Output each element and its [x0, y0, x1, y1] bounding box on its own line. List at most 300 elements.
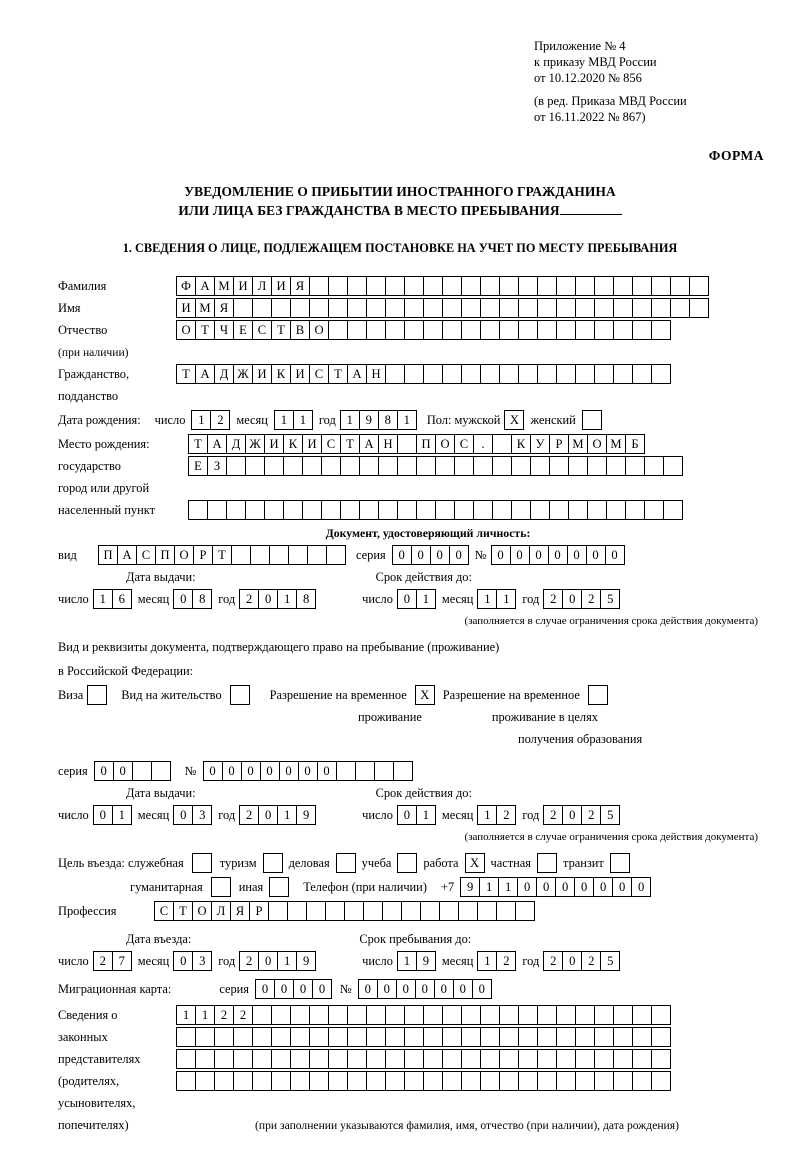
form-cell[interactable]: [87, 685, 107, 705]
form-cell[interactable]: [442, 1005, 462, 1025]
birth-month-input[interactable]: [274, 410, 313, 430]
stay-day-input[interactable]: [397, 951, 436, 971]
form-cell[interactable]: 0: [472, 979, 492, 999]
form-cell[interactable]: [309, 276, 329, 296]
form-cell[interactable]: [328, 320, 348, 340]
form-cell[interactable]: [355, 761, 375, 781]
form-cell[interactable]: [499, 298, 519, 318]
form-cell[interactable]: [511, 456, 531, 476]
form-cell[interactable]: [309, 1049, 329, 1069]
form-cell[interactable]: [366, 1005, 386, 1025]
form-cell[interactable]: [302, 456, 322, 476]
form-cell[interactable]: 1: [416, 805, 436, 825]
form-cell[interactable]: [401, 901, 421, 921]
form-cell[interactable]: [530, 500, 550, 520]
form-cell[interactable]: Т: [176, 364, 196, 384]
birthplace-input-line-3[interactable]: [188, 500, 683, 520]
form-cell[interactable]: 1: [496, 589, 516, 609]
birth-year-input[interactable]: [340, 410, 417, 430]
form-cell[interactable]: [651, 298, 671, 318]
form-cell[interactable]: 9: [359, 410, 379, 430]
form-cell[interactable]: [423, 364, 443, 384]
form-cell[interactable]: [176, 1049, 196, 1069]
form-cell[interactable]: [404, 320, 424, 340]
form-cell[interactable]: [556, 1071, 576, 1091]
form-cell[interactable]: И: [290, 364, 310, 384]
form-cell[interactable]: [192, 853, 212, 873]
form-cell[interactable]: [492, 456, 512, 476]
form-cell[interactable]: С: [454, 434, 474, 454]
form-cell[interactable]: [233, 298, 253, 318]
form-cell[interactable]: [230, 685, 250, 705]
form-cell[interactable]: 1: [93, 589, 113, 609]
form-cell[interactable]: [264, 500, 284, 520]
form-cell[interactable]: [336, 853, 356, 873]
form-cell[interactable]: [461, 1005, 481, 1025]
migration-series-input[interactable]: [255, 979, 332, 999]
form-cell[interactable]: 0: [612, 877, 632, 897]
form-cell[interactable]: [537, 1049, 557, 1069]
form-cell[interactable]: 2: [543, 805, 563, 825]
permit-valid-year-input[interactable]: [543, 805, 620, 825]
form-cell[interactable]: 2: [233, 1005, 253, 1025]
form-cell[interactable]: 1: [277, 805, 297, 825]
form-cell[interactable]: [518, 1071, 538, 1091]
form-cell[interactable]: [250, 545, 270, 565]
form-cell[interactable]: [537, 276, 557, 296]
stay-month-input[interactable]: [477, 951, 516, 971]
form-cell[interactable]: У: [530, 434, 550, 454]
form-cell[interactable]: [340, 500, 360, 520]
form-cell[interactable]: [663, 456, 683, 476]
form-cell[interactable]: [556, 320, 576, 340]
form-cell[interactable]: [613, 1005, 633, 1025]
form-cell[interactable]: [385, 276, 405, 296]
form-cell[interactable]: Я: [230, 901, 250, 921]
form-cell[interactable]: [328, 276, 348, 296]
form-cell[interactable]: [473, 500, 493, 520]
form-cell[interactable]: 9: [416, 951, 436, 971]
form-cell[interactable]: [252, 1005, 272, 1025]
form-cell[interactable]: [499, 276, 519, 296]
form-cell[interactable]: [226, 500, 246, 520]
form-cell[interactable]: 1: [397, 951, 417, 971]
form-cell[interactable]: [347, 1071, 367, 1091]
form-cell[interactable]: [480, 276, 500, 296]
form-cell[interactable]: [416, 500, 436, 520]
form-cell[interactable]: [480, 1071, 500, 1091]
form-cell[interactable]: [347, 276, 367, 296]
form-cell[interactable]: [207, 500, 227, 520]
form-cell[interactable]: [610, 853, 630, 873]
form-cell[interactable]: [537, 298, 557, 318]
form-cell[interactable]: [613, 298, 633, 318]
form-cell[interactable]: X: [465, 853, 485, 873]
form-cell[interactable]: [188, 500, 208, 520]
form-cell[interactable]: [404, 1049, 424, 1069]
form-cell[interactable]: Н: [378, 434, 398, 454]
form-cell[interactable]: [283, 456, 303, 476]
form-cell[interactable]: [290, 298, 310, 318]
form-cell[interactable]: [271, 1071, 291, 1091]
form-cell[interactable]: [252, 1027, 272, 1047]
form-cell[interactable]: [613, 1027, 633, 1047]
form-cell[interactable]: В: [290, 320, 310, 340]
form-cell[interactable]: [423, 1027, 443, 1047]
form-cell[interactable]: X: [504, 410, 524, 430]
citizenship-input[interactable]: [176, 364, 671, 384]
form-cell[interactable]: 1: [416, 589, 436, 609]
form-cell[interactable]: 0: [517, 877, 537, 897]
form-cell[interactable]: 5: [600, 589, 620, 609]
form-cell[interactable]: [423, 1071, 443, 1091]
form-cell[interactable]: А: [359, 434, 379, 454]
form-cell[interactable]: Т: [212, 545, 232, 565]
form-cell[interactable]: [382, 901, 402, 921]
form-cell[interactable]: 0: [173, 805, 193, 825]
form-cell[interactable]: 0: [396, 979, 416, 999]
form-cell[interactable]: [442, 276, 462, 296]
form-cell[interactable]: 2: [93, 951, 113, 971]
doc-issue-month-input[interactable]: [173, 589, 212, 609]
form-cell[interactable]: Е: [188, 456, 208, 476]
legal-rep-input-line-3[interactable]: [176, 1049, 671, 1069]
form-cell[interactable]: [651, 1049, 671, 1069]
form-cell[interactable]: [582, 410, 602, 430]
form-cell[interactable]: [651, 1005, 671, 1025]
form-cell[interactable]: 0: [411, 545, 431, 565]
form-cell[interactable]: 2: [239, 589, 259, 609]
form-cell[interactable]: О: [174, 545, 194, 565]
form-cell[interactable]: А: [195, 364, 215, 384]
form-cell[interactable]: [321, 500, 341, 520]
form-cell[interactable]: [397, 456, 417, 476]
form-cell[interactable]: А: [207, 434, 227, 454]
form-cell[interactable]: 1: [176, 1005, 196, 1025]
form-cell[interactable]: [233, 1049, 253, 1069]
form-cell[interactable]: [632, 364, 652, 384]
form-cell[interactable]: 8: [192, 589, 212, 609]
form-cell[interactable]: [461, 1049, 481, 1069]
form-cell[interactable]: [454, 456, 474, 476]
form-cell[interactable]: [423, 298, 443, 318]
profession-input[interactable]: [154, 901, 535, 921]
permit-valid-day-input[interactable]: [397, 805, 436, 825]
form-cell[interactable]: [397, 434, 417, 454]
form-cell[interactable]: [328, 298, 348, 318]
form-cell[interactable]: 0: [449, 545, 469, 565]
form-cell[interactable]: 0: [415, 979, 435, 999]
form-cell[interactable]: [263, 853, 283, 873]
form-cell[interactable]: [290, 1071, 310, 1091]
form-cell[interactable]: [366, 276, 386, 296]
form-cell[interactable]: [404, 276, 424, 296]
form-cell[interactable]: 1: [479, 877, 499, 897]
form-cell[interactable]: О: [176, 320, 196, 340]
form-cell[interactable]: Ж: [233, 364, 253, 384]
form-cell[interactable]: 0: [312, 979, 332, 999]
doc-series-input[interactable]: [392, 545, 469, 565]
form-cell[interactable]: [499, 1005, 519, 1025]
form-cell[interactable]: [385, 364, 405, 384]
form-cell[interactable]: 0: [258, 805, 278, 825]
form-cell[interactable]: 0: [397, 805, 417, 825]
form-cell[interactable]: [366, 1049, 386, 1069]
form-cell[interactable]: С: [252, 320, 272, 340]
form-cell[interactable]: 0: [279, 761, 299, 781]
form-cell[interactable]: [326, 545, 346, 565]
purpose-tourism-checkbox[interactable]: [263, 853, 283, 873]
form-cell[interactable]: [307, 545, 327, 565]
purpose-work-checkbox[interactable]: [465, 853, 485, 873]
form-cell[interactable]: 0: [510, 545, 530, 565]
form-cell[interactable]: [499, 1027, 519, 1047]
form-cell[interactable]: [511, 500, 531, 520]
form-cell[interactable]: [518, 298, 538, 318]
form-cell[interactable]: [575, 1005, 595, 1025]
sex-male-checkbox[interactable]: [504, 410, 524, 430]
migration-number-input[interactable]: [358, 979, 492, 999]
form-cell[interactable]: Р: [549, 434, 569, 454]
form-cell[interactable]: [575, 364, 595, 384]
form-cell[interactable]: [651, 1071, 671, 1091]
form-cell[interactable]: [404, 1005, 424, 1025]
form-cell[interactable]: [309, 1071, 329, 1091]
form-cell[interactable]: [404, 364, 424, 384]
form-cell[interactable]: [366, 1071, 386, 1091]
form-cell[interactable]: К: [271, 364, 291, 384]
form-cell[interactable]: 0: [430, 545, 450, 565]
birth-day-input[interactable]: [191, 410, 230, 430]
form-cell[interactable]: [594, 1027, 614, 1047]
edu-residence-checkbox[interactable]: [588, 685, 608, 705]
form-cell[interactable]: [423, 276, 443, 296]
birthplace-input-line-2[interactable]: [188, 456, 683, 476]
form-cell[interactable]: [271, 1049, 291, 1069]
form-cell[interactable]: [499, 320, 519, 340]
entry-month-input[interactable]: [173, 951, 212, 971]
form-cell[interactable]: [480, 320, 500, 340]
form-cell[interactable]: М: [568, 434, 588, 454]
form-cell[interactable]: [233, 1071, 253, 1091]
form-cell[interactable]: [385, 1071, 405, 1091]
form-cell[interactable]: [393, 761, 413, 781]
form-cell[interactable]: 0: [260, 761, 280, 781]
form-cell[interactable]: [480, 364, 500, 384]
form-cell[interactable]: [404, 1027, 424, 1047]
form-cell[interactable]: [214, 1071, 234, 1091]
form-cell[interactable]: [195, 1049, 215, 1069]
form-cell[interactable]: О: [587, 434, 607, 454]
form-cell[interactable]: [347, 1005, 367, 1025]
form-cell[interactable]: Л: [252, 276, 272, 296]
form-cell[interactable]: [385, 1049, 405, 1069]
form-cell[interactable]: [587, 500, 607, 520]
form-cell[interactable]: П: [98, 545, 118, 565]
form-cell[interactable]: 1: [477, 805, 497, 825]
form-cell[interactable]: [663, 500, 683, 520]
form-cell[interactable]: [397, 500, 417, 520]
form-cell[interactable]: [492, 500, 512, 520]
form-cell[interactable]: 0: [491, 545, 511, 565]
form-cell[interactable]: 0: [605, 545, 625, 565]
form-cell[interactable]: [518, 364, 538, 384]
form-cell[interactable]: [252, 1071, 272, 1091]
purpose-service-checkbox[interactable]: [192, 853, 212, 873]
form-cell[interactable]: 2: [543, 951, 563, 971]
form-cell[interactable]: [480, 1027, 500, 1047]
form-cell[interactable]: 0: [255, 979, 275, 999]
form-cell[interactable]: Р: [249, 901, 269, 921]
permit-issue-year-input[interactable]: [239, 805, 316, 825]
form-cell[interactable]: 0: [94, 761, 114, 781]
form-cell[interactable]: [473, 456, 493, 476]
form-cell[interactable]: 0: [453, 979, 473, 999]
form-cell[interactable]: О: [435, 434, 455, 454]
form-cell[interactable]: [442, 298, 462, 318]
form-cell[interactable]: П: [155, 545, 175, 565]
form-cell[interactable]: .: [473, 434, 493, 454]
form-cell[interactable]: К: [511, 434, 531, 454]
form-cell[interactable]: 1: [340, 410, 360, 430]
form-cell[interactable]: С: [321, 434, 341, 454]
form-cell[interactable]: 0: [574, 877, 594, 897]
form-cell[interactable]: 1: [112, 805, 132, 825]
form-cell[interactable]: [689, 276, 709, 296]
form-cell[interactable]: [306, 901, 326, 921]
permit-number-input[interactable]: [203, 761, 413, 781]
form-cell[interactable]: 0: [241, 761, 261, 781]
form-cell[interactable]: 2: [214, 1005, 234, 1025]
form-cell[interactable]: [594, 298, 614, 318]
form-cell[interactable]: Д: [226, 434, 246, 454]
form-cell[interactable]: [606, 500, 626, 520]
form-cell[interactable]: [568, 456, 588, 476]
form-cell[interactable]: 0: [173, 951, 193, 971]
form-cell[interactable]: [499, 1049, 519, 1069]
form-cell[interactable]: [269, 877, 289, 897]
form-cell[interactable]: [625, 456, 645, 476]
form-cell[interactable]: [613, 276, 633, 296]
form-cell[interactable]: [321, 456, 341, 476]
form-cell[interactable]: [302, 500, 322, 520]
purpose-private-checkbox[interactable]: [537, 853, 557, 873]
form-cell[interactable]: [290, 1005, 310, 1025]
form-cell[interactable]: 0: [258, 951, 278, 971]
form-cell[interactable]: [594, 364, 614, 384]
form-cell[interactable]: [288, 545, 308, 565]
form-cell[interactable]: [556, 1005, 576, 1025]
form-cell[interactable]: 0: [203, 761, 223, 781]
form-cell[interactable]: [287, 901, 307, 921]
form-cell[interactable]: 1: [277, 951, 297, 971]
surname-input[interactable]: [176, 276, 709, 296]
form-cell[interactable]: [347, 320, 367, 340]
form-cell[interactable]: 2: [210, 410, 230, 430]
form-cell[interactable]: З: [207, 456, 227, 476]
form-cell[interactable]: [268, 901, 288, 921]
form-cell[interactable]: [537, 364, 557, 384]
form-cell[interactable]: 2: [496, 951, 516, 971]
form-cell[interactable]: 0: [567, 545, 587, 565]
form-cell[interactable]: [347, 1027, 367, 1047]
form-cell[interactable]: 2: [496, 805, 516, 825]
entry-day-input[interactable]: [93, 951, 132, 971]
form-cell[interactable]: [575, 1049, 595, 1069]
form-cell[interactable]: 1: [498, 877, 518, 897]
form-cell[interactable]: И: [252, 364, 272, 384]
form-cell[interactable]: [283, 500, 303, 520]
form-cell[interactable]: П: [416, 434, 436, 454]
temp-residence-checkbox[interactable]: [415, 685, 435, 705]
form-cell[interactable]: 2: [581, 951, 601, 971]
form-cell[interactable]: [537, 853, 557, 873]
form-cell[interactable]: [442, 364, 462, 384]
form-cell[interactable]: [575, 1027, 595, 1047]
form-cell[interactable]: [211, 877, 231, 897]
form-cell[interactable]: [423, 320, 443, 340]
form-cell[interactable]: [632, 1049, 652, 1069]
form-cell[interactable]: А: [195, 276, 215, 296]
form-cell[interactable]: [252, 298, 272, 318]
form-cell[interactable]: 0: [258, 589, 278, 609]
form-cell[interactable]: [594, 1049, 614, 1069]
form-cell[interactable]: 0: [113, 761, 133, 781]
residence-permit-checkbox[interactable]: [230, 685, 250, 705]
form-cell[interactable]: [435, 500, 455, 520]
form-cell[interactable]: [385, 320, 405, 340]
doc-valid-day-input[interactable]: [397, 589, 436, 609]
permit-series-input[interactable]: [94, 761, 171, 781]
form-cell[interactable]: [575, 320, 595, 340]
form-cell[interactable]: [588, 685, 608, 705]
form-cell[interactable]: [269, 545, 289, 565]
form-cell[interactable]: [613, 364, 633, 384]
form-cell[interactable]: [404, 298, 424, 318]
sex-female-checkbox[interactable]: [582, 410, 602, 430]
entry-year-input[interactable]: [239, 951, 316, 971]
form-cell[interactable]: [226, 456, 246, 476]
form-cell[interactable]: [442, 1049, 462, 1069]
form-cell[interactable]: [594, 1071, 614, 1091]
purpose-business-checkbox[interactable]: [336, 853, 356, 873]
form-cell[interactable]: [575, 298, 595, 318]
form-cell[interactable]: 3: [192, 951, 212, 971]
form-cell[interactable]: [231, 545, 251, 565]
form-cell[interactable]: [132, 761, 152, 781]
purpose-study-checkbox[interactable]: [397, 853, 417, 873]
form-cell[interactable]: [435, 456, 455, 476]
form-cell[interactable]: [151, 761, 171, 781]
form-cell[interactable]: [480, 1005, 500, 1025]
form-cell[interactable]: [587, 456, 607, 476]
form-cell[interactable]: [359, 456, 379, 476]
form-cell[interactable]: [518, 276, 538, 296]
form-cell[interactable]: [439, 901, 459, 921]
form-cell[interactable]: 0: [222, 761, 242, 781]
form-cell[interactable]: [195, 1071, 215, 1091]
form-cell[interactable]: [404, 1071, 424, 1091]
doc-type-input[interactable]: [98, 545, 346, 565]
form-cell[interactable]: [594, 276, 614, 296]
doc-issue-year-input[interactable]: [239, 589, 316, 609]
form-cell[interactable]: [492, 434, 512, 454]
form-cell[interactable]: [537, 1005, 557, 1025]
form-cell[interactable]: И: [264, 434, 284, 454]
form-cell[interactable]: [290, 1049, 310, 1069]
form-cell[interactable]: [366, 320, 386, 340]
form-cell[interactable]: [480, 298, 500, 318]
